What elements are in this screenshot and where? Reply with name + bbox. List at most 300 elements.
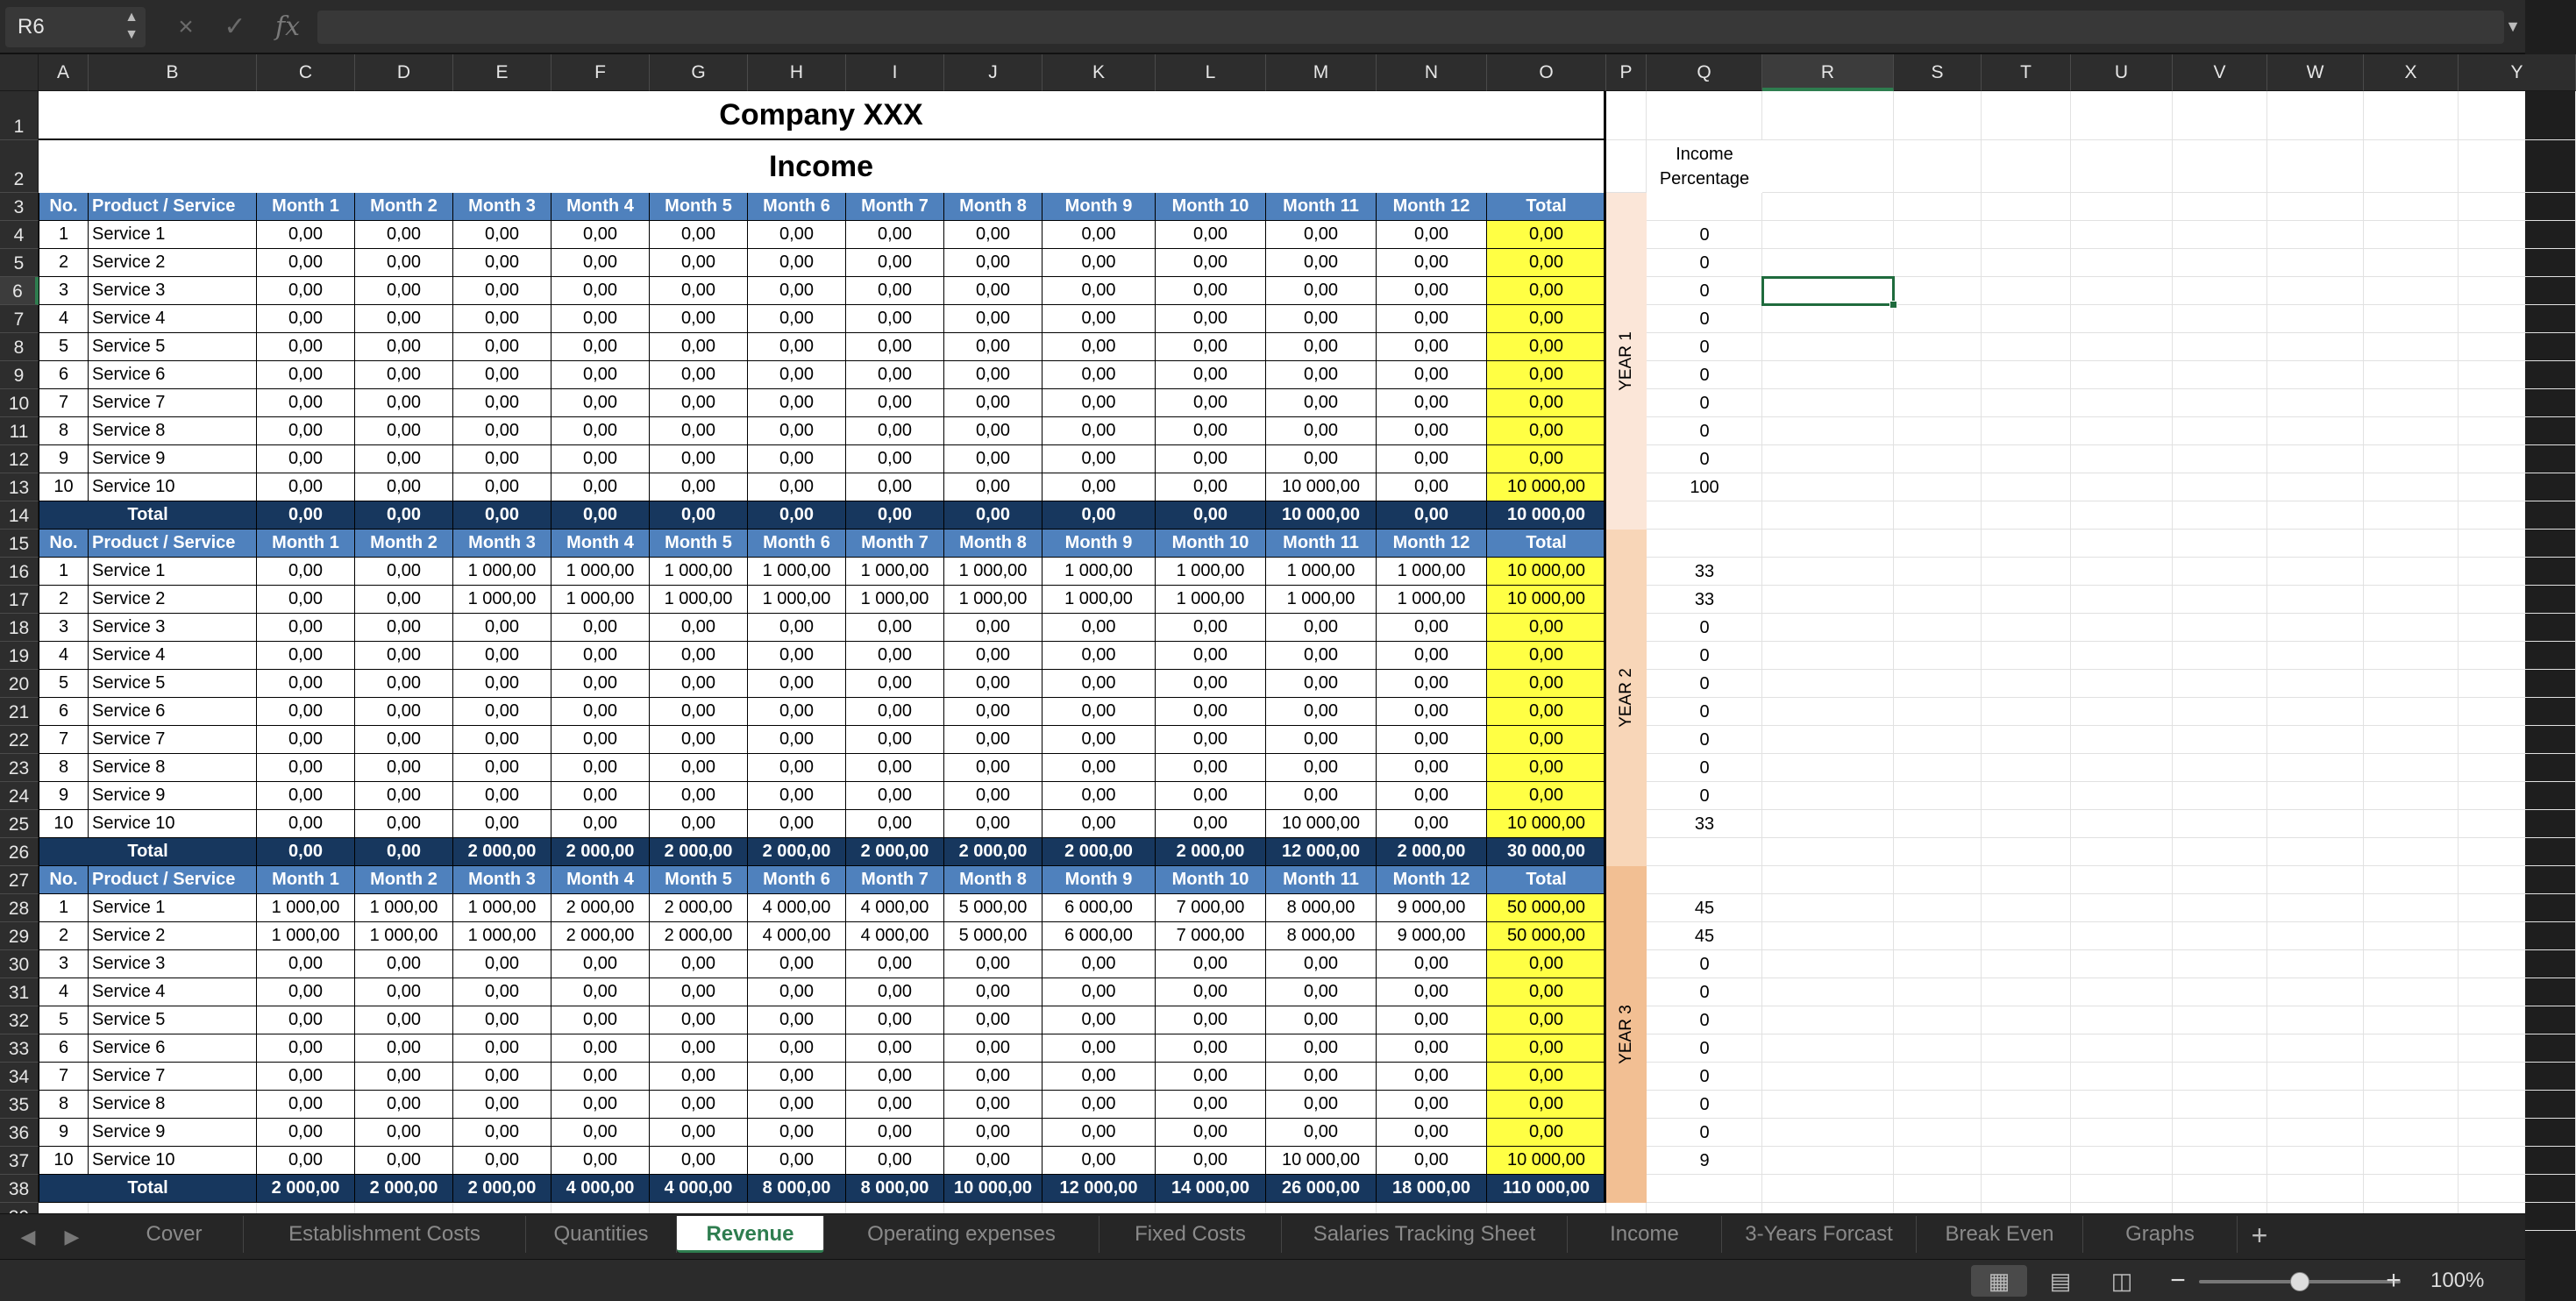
row-total-cell[interactable]: 0,00 [1487,1034,1606,1063]
name-box[interactable]: R6 [5,7,146,47]
row-label-cell[interactable]: Service 9 [89,445,257,473]
table-cell[interactable]: 1 000,00 [453,922,551,950]
table-cell[interactable]: 0,00 [453,642,551,670]
table-cell[interactable]: 0,00 [1042,1119,1156,1147]
table-cell[interactable]: 0,00 [1042,445,1156,473]
table-cell[interactable]: 0,00 [355,642,453,670]
column-header-H[interactable]: H [748,54,846,91]
table-cell[interactable]: 0,00 [748,333,846,361]
row-label-cell[interactable]: 6 [39,1034,89,1063]
income-percentage-value[interactable]: 0 [1699,449,1710,469]
table-cell[interactable]: 0,00 [846,1006,944,1034]
column-header-K[interactable]: K [1042,54,1156,91]
table-cell[interactable]: 0,00 [257,586,355,614]
table-cell[interactable]: 0,00 [1156,782,1266,810]
row-total-cell[interactable]: 50 000,00 [1487,894,1606,922]
table-cell[interactable]: 0,00 [650,249,748,277]
table-cell[interactable]: 0,00 [748,978,846,1006]
table-cell[interactable]: 0,00 [257,782,355,810]
row-label-cell[interactable]: Service 6 [89,1034,257,1063]
table-cell[interactable]: 0,00 [1377,277,1487,305]
row-label-cell[interactable]: 10 [39,473,89,501]
table-cell[interactable]: 0,00 [1156,333,1266,361]
table-cell[interactable]: 0,00 [355,810,453,838]
table-cell[interactable]: 0,00 [453,1119,551,1147]
table-cell[interactable]: 0,00 [846,1034,944,1063]
table-cell[interactable]: 0,00 [1266,754,1377,782]
table-cell[interactable]: 1 000,00 [650,586,748,614]
table-cell[interactable]: 0,00 [1042,978,1156,1006]
table-cell[interactable]: 0,00 [551,698,650,726]
table-cell[interactable]: 0,00 [551,389,650,417]
row-label-cell[interactable]: 5 [39,670,89,698]
table-cell[interactable]: 0,00 [1156,361,1266,389]
table-cell[interactable]: 0,00 [1377,698,1487,726]
income-percentage-value[interactable]: 0 [1699,309,1710,329]
table-cell[interactable]: 0,00 [748,1006,846,1034]
table-cell[interactable]: 2 000,00 [650,922,748,950]
income-percentage-value[interactable]: 33 [1694,561,1715,581]
table-cell[interactable]: 0,00 [453,1006,551,1034]
table-cell[interactable]: 0,00 [1042,614,1156,642]
table-cell[interactable]: 0,00 [1377,445,1487,473]
table-cell[interactable]: 0,00 [551,1034,650,1063]
column-header-Q[interactable]: Q [1647,54,1762,91]
table-cell[interactable]: 1 000,00 [748,586,846,614]
table-cell[interactable]: 1 000,00 [1377,558,1487,586]
table-cell[interactable]: 0,00 [453,950,551,978]
table-cell[interactable]: 0,00 [257,277,355,305]
table-cell[interactable]: 0,00 [944,614,1042,642]
table-cell[interactable]: 0,00 [1266,1034,1377,1063]
table-cell[interactable]: 0,00 [1042,670,1156,698]
table-cell[interactable]: 0,00 [257,445,355,473]
table-cell[interactable]: 0,00 [944,389,1042,417]
table-cell[interactable]: 0,00 [1156,473,1266,501]
table-cell[interactable]: 0,00 [846,698,944,726]
row-header-32[interactable]: 32 [0,1006,39,1034]
table-cell[interactable]: 0,00 [257,473,355,501]
row-label-cell[interactable]: Service 2 [89,249,257,277]
page-layout-icon[interactable]: ▤ [2049,1268,2072,1294]
table-cell[interactable]: 0,00 [846,417,944,445]
table-cell[interactable]: 0,00 [551,277,650,305]
table-cell[interactable]: 0,00 [650,277,748,305]
column-header-J[interactable]: J [944,54,1042,91]
table-cell[interactable]: 0,00 [846,1119,944,1147]
table-cell[interactable]: 0,00 [650,1063,748,1091]
row-label-cell[interactable]: Service 4 [89,642,257,670]
sheet-tab-break-even[interactable]: Break Even [1917,1216,2083,1253]
table-cell[interactable]: 0,00 [355,670,453,698]
column-header-B[interactable]: B [89,54,257,91]
row-label-cell[interactable]: Service 2 [89,922,257,950]
income-percentage-value[interactable]: 0 [1699,281,1710,301]
row-total-cell[interactable]: 10 000,00 [1487,1147,1606,1175]
row-total-cell[interactable]: 0,00 [1487,305,1606,333]
table-cell[interactable]: 0,00 [257,1006,355,1034]
table-cell[interactable]: 0,00 [551,473,650,501]
table-cell[interactable]: 1 000,00 [1156,558,1266,586]
row-label-cell[interactable]: 9 [39,782,89,810]
row-total-cell[interactable]: 10 000,00 [1487,586,1606,614]
table-cell[interactable]: 0,00 [355,277,453,305]
table-cell[interactable]: 1 000,00 [257,922,355,950]
table-cell[interactable]: 0,00 [1042,361,1156,389]
row-header-5[interactable]: 5 [0,249,39,277]
row-label-cell[interactable]: Service 10 [89,473,257,501]
table-cell[interactable]: 0,00 [257,305,355,333]
row-header-1[interactable]: 1 [0,91,39,140]
income-percentage-value[interactable]: 0 [1699,673,1710,693]
table-cell[interactable]: 0,00 [355,1147,453,1175]
table-cell[interactable]: 0,00 [1266,642,1377,670]
table-cell[interactable]: 0,00 [1042,473,1156,501]
table-cell[interactable]: 0,00 [1377,305,1487,333]
row-label-cell[interactable]: 9 [39,445,89,473]
column-header-F[interactable]: F [551,54,650,91]
table-cell[interactable]: 0,00 [748,249,846,277]
table-cell[interactable]: 0,00 [944,810,1042,838]
table-cell[interactable]: 0,00 [257,1147,355,1175]
table-cell[interactable]: 0,00 [1156,642,1266,670]
income-percentage-value[interactable]: 45 [1694,926,1715,946]
table-cell[interactable]: 0,00 [1156,417,1266,445]
row-label-cell[interactable]: Service 8 [89,1091,257,1119]
sheet-tab-cover[interactable]: Cover [105,1216,244,1253]
table-cell[interactable]: 0,00 [355,978,453,1006]
row-label-cell[interactable]: 5 [39,1006,89,1034]
table-cell[interactable]: 0,00 [355,221,453,249]
sheet-tab-establishment-costs[interactable]: Establishment Costs [244,1216,526,1253]
row-label-cell[interactable]: 3 [39,950,89,978]
row-label-cell[interactable]: Service 8 [89,417,257,445]
row-header-2[interactable]: 2 [0,140,39,193]
table-cell[interactable]: 0,00 [748,614,846,642]
sheet-tab-operating-expenses[interactable]: Operating expenses [824,1216,1099,1253]
column-header-P[interactable]: P [1606,54,1647,91]
table-cell[interactable]: 0,00 [846,445,944,473]
column-header-D[interactable]: D [355,54,453,91]
table-cell[interactable]: 1 000,00 [748,558,846,586]
table-cell[interactable]: 0,00 [1042,1063,1156,1091]
row-label-cell[interactable]: Service 7 [89,389,257,417]
row-label-cell[interactable]: 8 [39,1091,89,1119]
table-cell[interactable]: 0,00 [650,810,748,838]
table-cell[interactable]: 0,00 [257,558,355,586]
table-cell[interactable]: 0,00 [1042,642,1156,670]
table-cell[interactable]: 0,00 [551,642,650,670]
column-header-Y[interactable]: Y [2459,54,2576,91]
income-percentage-value[interactable]: 33 [1694,589,1715,609]
worksheet[interactable] [0,54,2525,1213]
table-cell[interactable]: 0,00 [846,726,944,754]
column-header-N[interactable]: N [1377,54,1487,91]
income-percentage-value[interactable]: 0 [1699,701,1710,722]
table-cell[interactable]: 0,00 [1266,277,1377,305]
table-cell[interactable]: 0,00 [1266,726,1377,754]
table-cell[interactable]: 10 000,00 [1266,473,1377,501]
income-percentage-value[interactable]: 0 [1699,954,1710,974]
table-cell[interactable]: 0,00 [1156,277,1266,305]
table-cell[interactable]: 0,00 [846,221,944,249]
table-cell[interactable]: 0,00 [551,726,650,754]
income-percentage-value[interactable]: 33 [1694,814,1715,834]
fill-handle[interactable] [1889,301,1897,309]
income-percentage-value[interactable]: 0 [1699,617,1710,637]
zoom-slider-thumb[interactable] [2290,1272,2309,1291]
row-header-31[interactable]: 31 [0,978,39,1006]
table-cell[interactable]: 0,00 [1156,1034,1266,1063]
row-total-cell[interactable]: 10 000,00 [1487,558,1606,586]
table-cell[interactable]: 0,00 [1266,389,1377,417]
row-total-cell[interactable]: 10 000,00 [1487,810,1606,838]
table-cell[interactable]: 0,00 [551,614,650,642]
row-header-16[interactable]: 16 [0,558,39,586]
table-cell[interactable]: 4 000,00 [748,894,846,922]
row-total-cell[interactable]: 0,00 [1487,277,1606,305]
table-cell[interactable]: 0,00 [257,1091,355,1119]
cancel-icon[interactable]: × [178,12,194,41]
column-header-W[interactable]: W [2267,54,2364,91]
row-label-cell[interactable]: 9 [39,1119,89,1147]
table-cell[interactable]: 0,00 [846,642,944,670]
table-cell[interactable]: 0,00 [1042,221,1156,249]
income-percentage-value[interactable]: 0 [1699,252,1710,273]
table-cell[interactable]: 0,00 [257,950,355,978]
table-cell[interactable]: 0,00 [1042,782,1156,810]
table-cell[interactable]: 0,00 [355,361,453,389]
table-cell[interactable]: 0,00 [453,726,551,754]
table-cell[interactable]: 0,00 [453,389,551,417]
table-cell[interactable]: 2 000,00 [551,922,650,950]
table-cell[interactable]: 5 000,00 [944,894,1042,922]
table-cell[interactable]: 0,00 [650,642,748,670]
income-percentage-value[interactable]: 100 [1690,477,1719,497]
table-cell[interactable]: 0,00 [1266,333,1377,361]
row-label-cell[interactable]: 10 [39,1147,89,1175]
table-cell[interactable]: 0,00 [453,277,551,305]
sheet-tab-3-years-forcast[interactable]: 3-Years Forcast [1722,1216,1917,1253]
table-cell[interactable]: 1 000,00 [1377,586,1487,614]
row-header-28[interactable]: 28 [0,894,39,922]
table-cell[interactable]: 9 000,00 [1377,922,1487,950]
table-cell[interactable]: 0,00 [1377,1147,1487,1175]
table-cell[interactable]: 0,00 [257,221,355,249]
table-cell[interactable]: 0,00 [650,389,748,417]
table-cell[interactable]: 0,00 [846,305,944,333]
table-cell[interactable]: 0,00 [1042,277,1156,305]
table-cell[interactable]: 0,00 [257,642,355,670]
column-header-O[interactable]: O [1487,54,1606,91]
table-cell[interactable]: 0,00 [1156,305,1266,333]
table-cell[interactable]: 1 000,00 [1266,586,1377,614]
row-label-cell[interactable]: 7 [39,726,89,754]
table-cell[interactable]: 0,00 [944,249,1042,277]
table-cell[interactable]: 0,00 [551,782,650,810]
table-cell[interactable]: 0,00 [748,726,846,754]
column-header-C[interactable]: C [257,54,355,91]
table-cell[interactable]: 0,00 [355,950,453,978]
table-cell[interactable]: 0,00 [1377,389,1487,417]
row-label-cell[interactable]: 1 [39,894,89,922]
income-percentage-value[interactable]: 0 [1699,1122,1710,1142]
row-label-cell[interactable]: Service 9 [89,782,257,810]
table-cell[interactable]: 0,00 [453,361,551,389]
table-cell[interactable]: 4 000,00 [846,894,944,922]
table-cell[interactable]: 0,00 [748,810,846,838]
table-cell[interactable]: 6 000,00 [1042,894,1156,922]
row-total-cell[interactable]: 0,00 [1487,389,1606,417]
table-cell[interactable]: 0,00 [257,670,355,698]
table-cell[interactable]: 0,00 [1266,361,1377,389]
row-label-cell[interactable]: 8 [39,754,89,782]
column-header-G[interactable]: G [650,54,748,91]
row-label-cell[interactable]: Service 6 [89,361,257,389]
row-label-cell[interactable]: Service 3 [89,614,257,642]
table-cell[interactable]: 0,00 [1266,614,1377,642]
row-label-cell[interactable]: 2 [39,586,89,614]
table-cell[interactable]: 0,00 [846,1063,944,1091]
table-cell[interactable]: 0,00 [944,417,1042,445]
table-cell[interactable]: 0,00 [748,1119,846,1147]
table-cell[interactable]: 0,00 [355,558,453,586]
table-cell[interactable]: 0,00 [650,670,748,698]
table-cell[interactable]: 0,00 [944,221,1042,249]
table-cell[interactable]: 0,00 [1156,445,1266,473]
row-label-cell[interactable]: Service 3 [89,950,257,978]
table-cell[interactable]: 0,00 [453,810,551,838]
table-cell[interactable]: 0,00 [355,1091,453,1119]
row-total-cell[interactable]: 0,00 [1487,698,1606,726]
row-label-cell[interactable]: Service 5 [89,1006,257,1034]
income-percentage-value[interactable]: 0 [1699,757,1710,778]
table-cell[interactable]: 0,00 [650,305,748,333]
income-percentage-value[interactable]: 0 [1699,393,1710,413]
table-cell[interactable]: 0,00 [1266,670,1377,698]
table-cell[interactable]: 0,00 [650,754,748,782]
table-cell[interactable]: 0,00 [1042,1006,1156,1034]
table-cell[interactable]: 0,00 [551,249,650,277]
table-cell[interactable]: 0,00 [453,333,551,361]
table-cell[interactable]: 0,00 [355,305,453,333]
row-total-cell[interactable]: 0,00 [1487,361,1606,389]
row-label-cell[interactable]: Service 5 [89,333,257,361]
table-cell[interactable]: 1 000,00 [1156,586,1266,614]
table-cell[interactable]: 0,00 [748,1091,846,1119]
table-cell[interactable]: 1 000,00 [355,922,453,950]
table-cell[interactable]: 1 000,00 [551,558,650,586]
table-cell[interactable]: 0,00 [1377,333,1487,361]
table-cell[interactable]: 0,00 [1266,445,1377,473]
table-cell[interactable]: 2 000,00 [551,894,650,922]
row-header-34[interactable]: 34 [0,1063,39,1091]
table-cell[interactable]: 1 000,00 [846,558,944,586]
table-cell[interactable]: 0,00 [1377,1063,1487,1091]
table-cell[interactable]: 0,00 [846,614,944,642]
row-label-cell[interactable]: 8 [39,417,89,445]
income-percentage-value[interactable]: 0 [1699,729,1710,750]
table-cell[interactable]: 0,00 [1156,1006,1266,1034]
table-cell[interactable]: 0,00 [355,726,453,754]
row-total-cell[interactable]: 0,00 [1487,642,1606,670]
formula-expand-icon[interactable]: ▼ [2505,18,2521,35]
row-header-10[interactable]: 10 [0,389,39,417]
table-cell[interactable]: 0,00 [1377,726,1487,754]
table-cell[interactable]: 0,00 [846,782,944,810]
row-label-cell[interactable]: Service 7 [89,1063,257,1091]
table-cell[interactable]: 0,00 [355,333,453,361]
row-label-cell[interactable]: 6 [39,698,89,726]
row-label-cell[interactable]: Service 1 [89,221,257,249]
table-cell[interactable]: 0,00 [1377,361,1487,389]
table-cell[interactable]: 0,00 [944,1034,1042,1063]
table-cell[interactable]: 0,00 [1042,698,1156,726]
table-cell[interactable]: 0,00 [650,333,748,361]
table-cell[interactable]: 0,00 [650,221,748,249]
table-cell[interactable]: 1 000,00 [453,558,551,586]
table-cell[interactable]: 4 000,00 [846,922,944,950]
table-cell[interactable]: 0,00 [846,978,944,1006]
zoom-in-button[interactable]: + [2386,1266,2402,1295]
table-cell[interactable]: 0,00 [257,978,355,1006]
table-cell[interactable]: 0,00 [551,417,650,445]
table-cell[interactable]: 0,00 [453,754,551,782]
column-header-L[interactable]: L [1156,54,1266,91]
row-header-14[interactable]: 14 [0,501,39,530]
column-header-X[interactable]: X [2364,54,2459,91]
row-label-cell[interactable]: Service 4 [89,305,257,333]
row-header-20[interactable]: 20 [0,670,39,698]
select-all-corner[interactable] [0,54,39,91]
table-cell[interactable]: 0,00 [748,1147,846,1175]
table-cell[interactable]: 0,00 [846,1147,944,1175]
row-total-cell[interactable]: 0,00 [1487,726,1606,754]
table-cell[interactable]: 0,00 [846,389,944,417]
table-cell[interactable]: 0,00 [944,1091,1042,1119]
row-label-cell[interactable]: Service 9 [89,1119,257,1147]
row-total-cell[interactable]: 0,00 [1487,417,1606,445]
table-cell[interactable]: 0,00 [1377,1034,1487,1063]
table-cell[interactable]: 0,00 [944,1063,1042,1091]
row-header-3[interactable]: 3 [0,193,39,221]
table-cell[interactable]: 0,00 [846,277,944,305]
table-cell[interactable]: 0,00 [748,277,846,305]
table-cell[interactable]: 0,00 [748,473,846,501]
table-cell[interactable]: 0,00 [257,726,355,754]
table-cell[interactable]: 0,00 [1042,305,1156,333]
table-cell[interactable]: 0,00 [257,1119,355,1147]
column-header-V[interactable]: V [2173,54,2267,91]
row-label-cell[interactable]: Service 10 [89,810,257,838]
table-cell[interactable]: 0,00 [257,754,355,782]
table-cell[interactable]: 0,00 [257,389,355,417]
income-percentage-value[interactable]: 45 [1694,898,1715,918]
income-percentage-value[interactable]: 0 [1699,365,1710,385]
table-cell[interactable]: 1 000,00 [1266,558,1377,586]
table-cell[interactable]: 0,00 [650,978,748,1006]
table-cell[interactable]: 0,00 [257,417,355,445]
income-percentage-value[interactable]: 9 [1699,1150,1710,1170]
table-cell[interactable]: 0,00 [748,1034,846,1063]
table-cell[interactable]: 0,00 [1377,670,1487,698]
table-cell[interactable]: 0,00 [551,221,650,249]
table-cell[interactable]: 0,00 [551,670,650,698]
table-cell[interactable]: 0,00 [551,333,650,361]
table-cell[interactable]: 0,00 [944,782,1042,810]
table-cell[interactable]: 0,00 [748,361,846,389]
table-cell[interactable]: 0,00 [257,810,355,838]
